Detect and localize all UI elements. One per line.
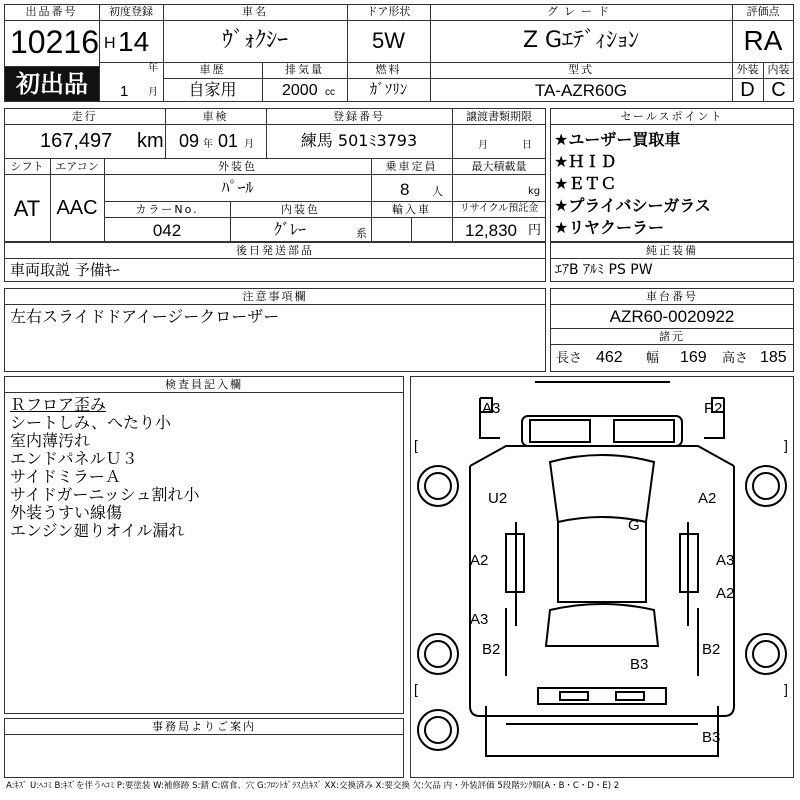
- damage-mark: A3: [482, 400, 501, 417]
- inspection-year-unit: 年: [203, 139, 213, 150]
- score-label: 評価点: [746, 5, 780, 18]
- chassis-number: AZR60-0020922: [609, 307, 735, 326]
- first-registration-label: 初度登録: [109, 5, 153, 18]
- yen-unit: 円: [528, 223, 542, 238]
- registration-number-label: 登録番号: [333, 110, 385, 123]
- chassis-label: 車台番号: [646, 290, 698, 303]
- door-type: 5W: [372, 28, 405, 53]
- car-diagram: [410, 376, 794, 778]
- car-name-label: 車名: [242, 5, 268, 18]
- office-label: 事務局よりご案内: [152, 720, 256, 733]
- fuel: ｶﾞｿﾘﾝ: [369, 80, 408, 98]
- inspector-comment-line: サイドミラーＡ: [10, 467, 121, 486]
- door-type-label: ドア形状: [366, 5, 411, 18]
- damage-mark: B3: [630, 656, 649, 673]
- model-code: TA-AZR60G: [534, 81, 628, 100]
- inspector-comment-line: エンジン廻りオイル漏れ: [10, 521, 185, 540]
- recycle-deposit-label: リサイクル預託金: [459, 203, 539, 214]
- inspector-comment-line: 室内薄汚れ: [10, 431, 91, 450]
- lot-number: 10216: [10, 24, 99, 60]
- damage-mark: A2: [470, 552, 489, 569]
- docs-month-unit: 月: [478, 140, 488, 151]
- overall-score: RA: [743, 25, 783, 56]
- sales-point-item: ★ユーザー買取車: [554, 130, 681, 149]
- inspector-comment-line: サイドガーニッシュ割れ小: [10, 485, 200, 504]
- capacity-unit: 人: [432, 185, 443, 198]
- sales-point-item: ★ＥＴＣ: [554, 174, 617, 193]
- damage-mark: A2: [698, 490, 717, 507]
- bracket-left-bottom: [: [414, 681, 418, 697]
- interior-color: ｸﾞﾚｰ: [273, 220, 306, 239]
- sales-point-item: ★プライバシーガラス: [554, 196, 711, 215]
- equipment: ｴｱB ｱﾙﾐ PS PW: [555, 262, 653, 278]
- shift-label: シフト: [10, 160, 44, 173]
- interior-label: 内装: [767, 63, 790, 76]
- inspector-comment-line: エンドパネルＵ３: [10, 449, 138, 468]
- damage-mark: A2: [716, 585, 735, 602]
- lot-number-label: 出品番号: [25, 5, 78, 18]
- aircon: AAC: [56, 197, 98, 219]
- bracket-right-top: ]: [784, 437, 788, 453]
- damage-mark: A3: [716, 552, 735, 569]
- later-parts: 車両取説 予備ｷｰ: [10, 261, 120, 279]
- max-load-label: 最大積載量: [471, 160, 527, 173]
- color-number: 042: [152, 221, 182, 240]
- displacement: 2000: [282, 82, 318, 99]
- equipment-label: 純正装備: [646, 244, 698, 257]
- cc-unit: cc: [325, 87, 335, 98]
- capacity-label: 乗車定員: [385, 160, 438, 173]
- damage-mark: A3: [470, 611, 489, 628]
- import-label: 輸入車: [392, 203, 431, 216]
- damage-mark: B2: [482, 641, 501, 658]
- exterior-color-label: 外装色: [218, 160, 257, 173]
- month-unit: 月: [148, 87, 158, 98]
- shift: AT: [13, 196, 41, 221]
- year-unit: 年: [148, 63, 158, 74]
- later-parts-label: 後日発送部品: [236, 244, 314, 257]
- dimensions-label: 諸元: [659, 330, 685, 343]
- notes-label: 注意事項欄: [242, 290, 308, 303]
- car-name: ｳﾞｫｸｼｰ: [221, 28, 288, 53]
- damage-mark: B2: [702, 641, 721, 658]
- docs-day-unit: 日: [522, 140, 532, 151]
- exterior-color: ﾊﾟｰﾙ: [221, 178, 254, 197]
- displacement-label: 排気量: [285, 63, 324, 76]
- interior-score: C: [771, 79, 786, 101]
- inspector-comment-line: シートしみ、へたり小: [10, 413, 171, 432]
- sales-point-item: ★ＨＩＤ: [554, 152, 617, 171]
- recycle-deposit: 12,830: [465, 221, 517, 240]
- bracket-right-bottom: ]: [784, 681, 788, 697]
- inspector-label: 検査員記入欄: [165, 378, 243, 391]
- inspector-comment-line: 外装うすい線傷: [10, 503, 123, 522]
- grade-label: グレード: [547, 5, 615, 18]
- usage-history: 自家用: [188, 80, 237, 99]
- damage-legend: A:ｷｽﾞ U:ﾍｺﾐ B:ｷｽﾞを伴うﾍｺﾐ P:要塗装 W:補修跡 S:錆 C:腐食、穴 G:ﾌﾛﾝﾄｶﾞﾗｽ点ｷｽﾞ XX:交換済み X:要交換 欠:欠品 内・外装評価 5段階ﾗﾝｸ順(A・B・C・D・E) 2: [6, 781, 620, 791]
- length: 462: [596, 349, 623, 366]
- aircon-label: エアコン: [55, 160, 99, 173]
- length-label: 長さ: [556, 351, 583, 366]
- height: 185: [760, 349, 787, 366]
- interior-color-suffix: 系: [356, 227, 367, 240]
- inspection-label: 車検: [202, 110, 229, 123]
- damage-mark: G: [628, 517, 640, 534]
- mileage-label: 走行: [71, 110, 98, 123]
- inspector-comment-line: Ｒフロア歪み: [10, 395, 107, 414]
- first-listing-badge: 初出品: [5, 67, 99, 101]
- damage-mark: B3: [702, 729, 721, 746]
- width-label: 幅: [646, 351, 660, 366]
- inspection-month: 01: [218, 131, 239, 151]
- registration-month: 1: [120, 83, 129, 100]
- model-code-label: 型式: [568, 63, 594, 76]
- fuel-label: 燃料: [375, 63, 402, 76]
- transfer-docs-label: 譲渡書類期限: [466, 110, 532, 123]
- sales-point-item: ★リヤクーラー: [554, 218, 665, 237]
- damage-mark: P2: [704, 400, 723, 417]
- mileage: 167,497: [40, 130, 113, 152]
- history-label: 車歴: [199, 63, 226, 76]
- height-label: 高さ: [722, 351, 749, 366]
- notes: 左右スライドドアイージークローザー: [10, 307, 280, 326]
- registration-number: 練馬 501ﾐ3793: [300, 131, 418, 150]
- kg-unit: kg: [528, 186, 541, 197]
- inspector-comments: [10, 396, 199, 540]
- width: 169: [680, 349, 707, 366]
- inspection-year: 09: [179, 131, 200, 151]
- exterior-score: D: [740, 79, 755, 101]
- color-number-label: カラーNo.: [135, 203, 199, 216]
- bracket-left-top: [: [414, 437, 418, 453]
- exterior-label: 外装: [736, 63, 759, 76]
- grade: Z Gｴﾃﾞｨｼｮﾝ: [522, 28, 640, 53]
- registration-year: 14: [118, 26, 150, 57]
- sales-points-list: [554, 129, 711, 239]
- damage-mark: U2: [488, 490, 508, 507]
- interior-color-label: 内装色: [281, 203, 320, 216]
- km-unit: km: [137, 130, 164, 152]
- capacity: 8: [400, 180, 410, 199]
- era-letter: H: [104, 35, 116, 52]
- sales-points-label: セールスポイント: [620, 110, 724, 123]
- inspection-month-unit: 月: [244, 139, 254, 150]
